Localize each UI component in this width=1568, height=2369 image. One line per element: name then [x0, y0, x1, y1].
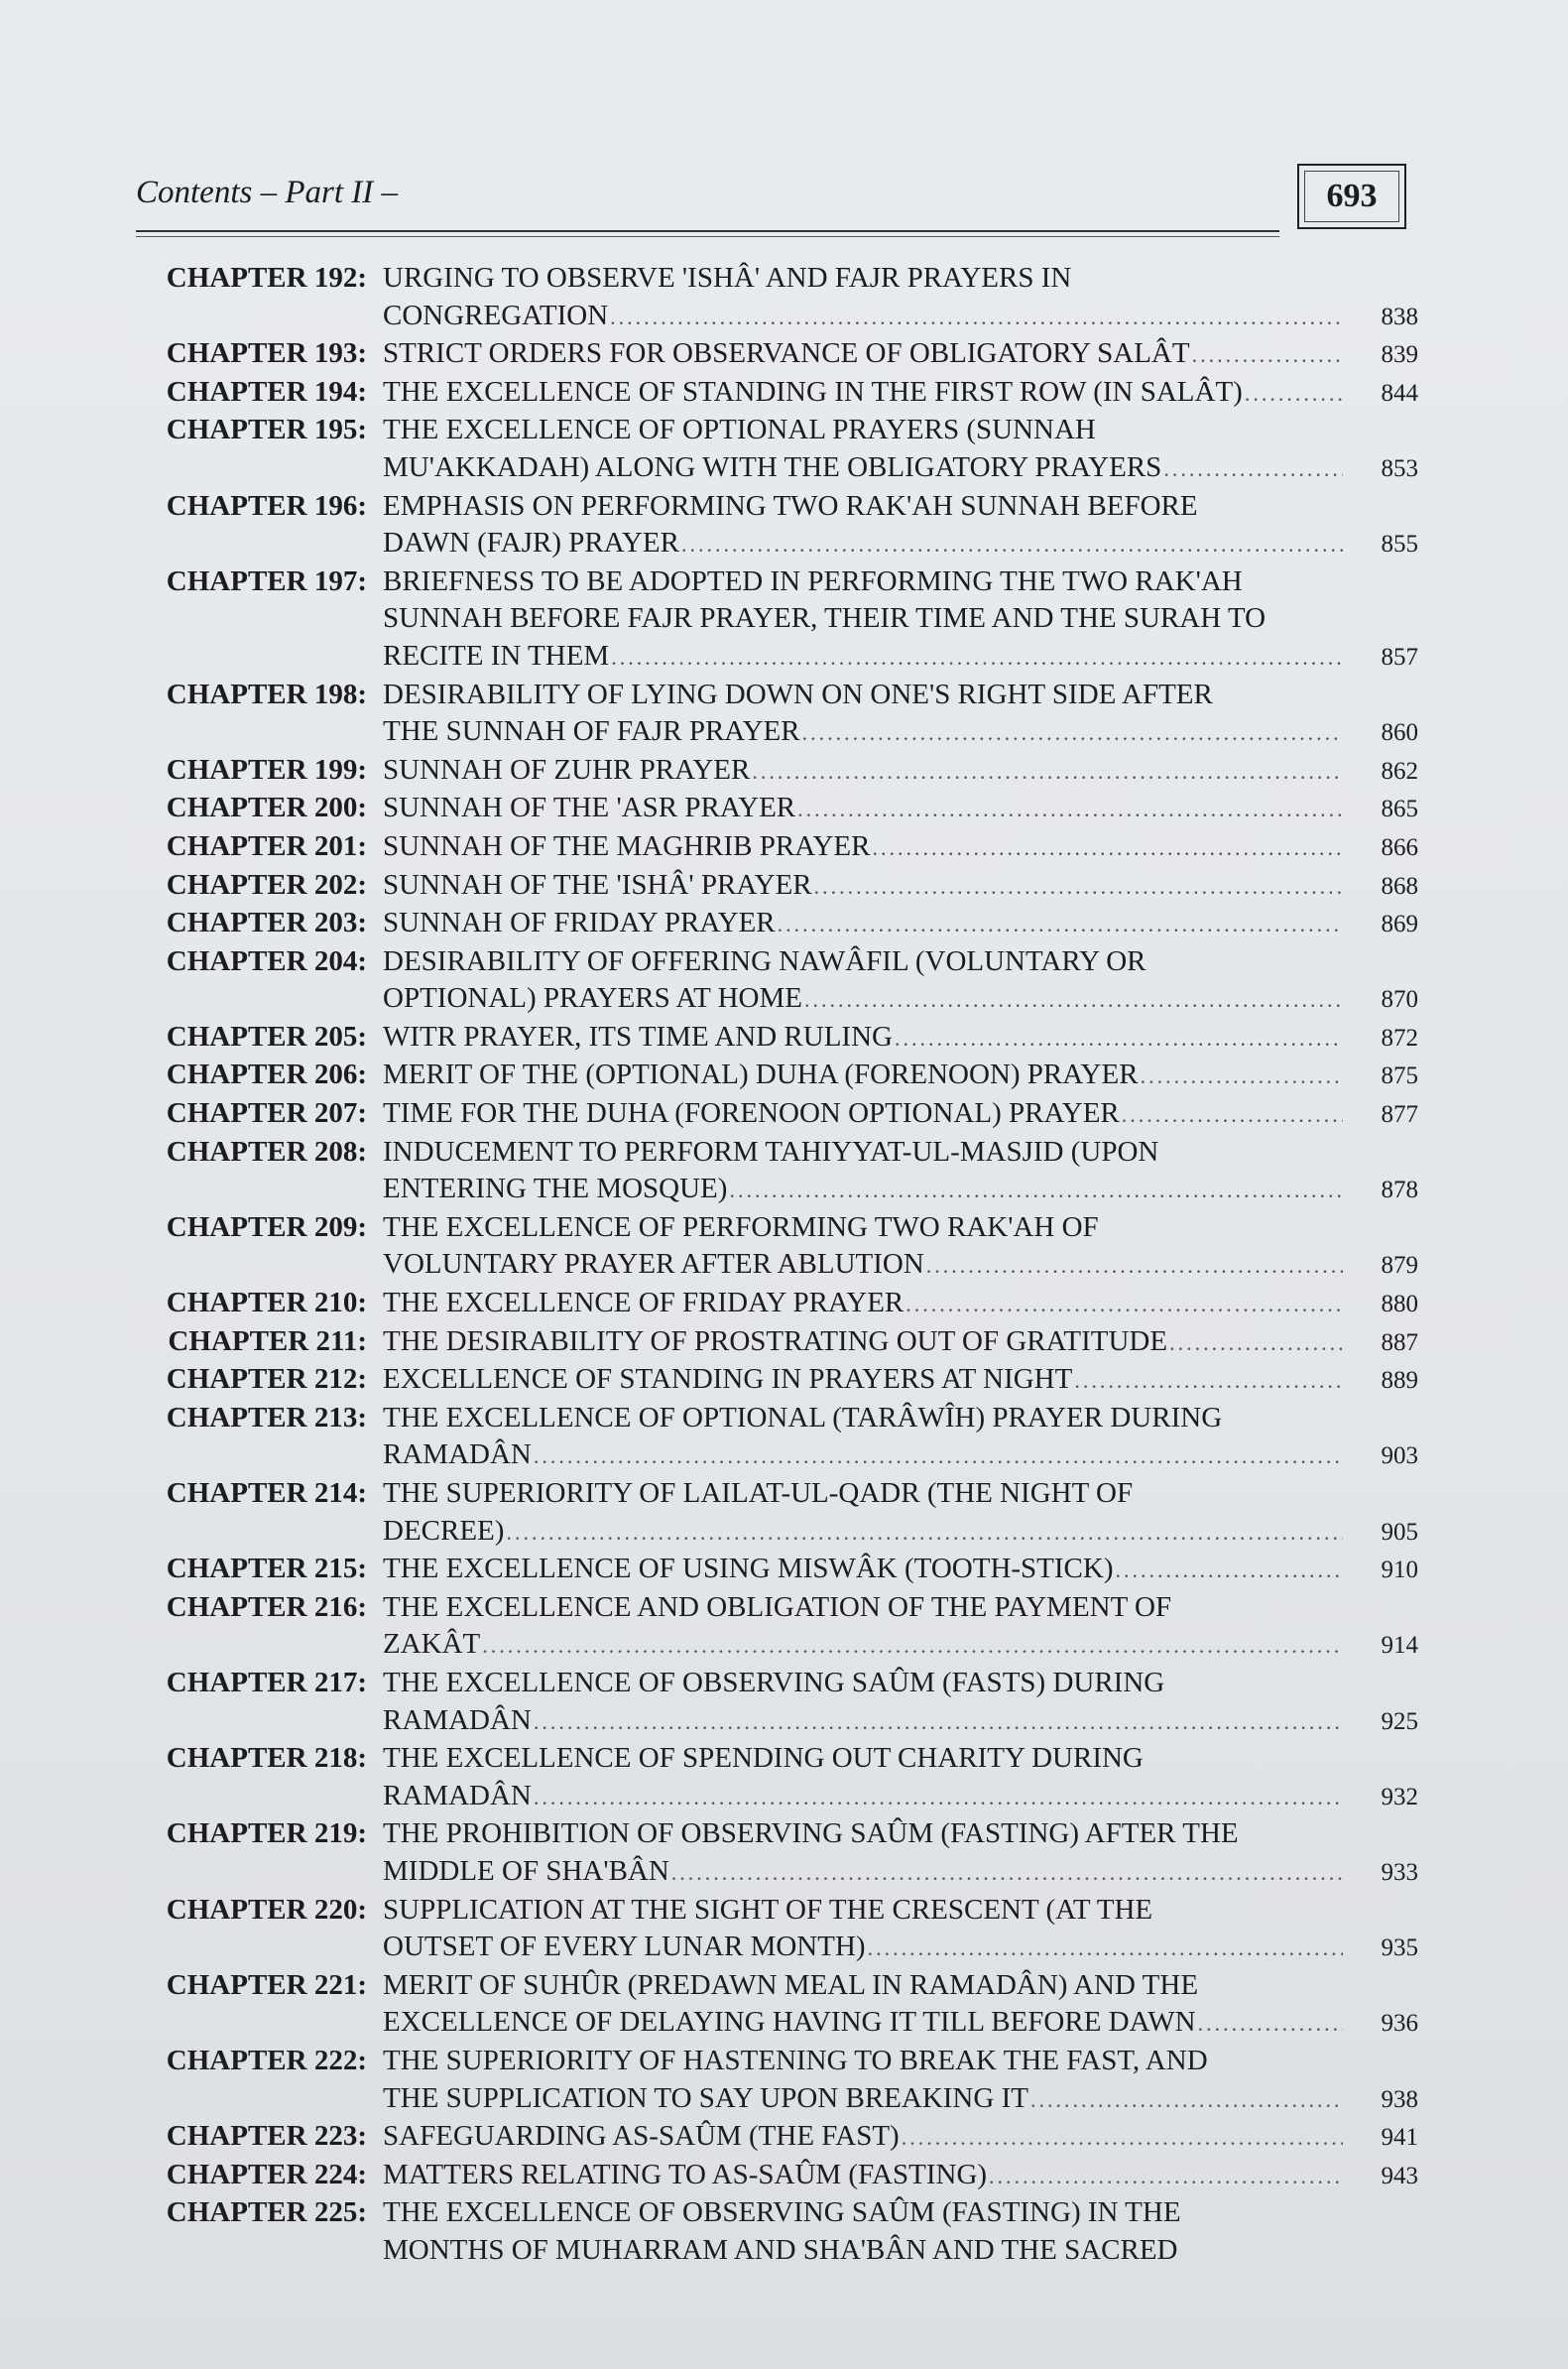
- title-line: SUNNAH OF ZUHR PRAYER: [383, 753, 751, 786]
- chapter-number: CHAPTER 196:: [166, 489, 367, 522]
- title-line: THE SUPERIORITY OF LAILAT-UL-QADR (THE NIGHT OF: [383, 1477, 1134, 1509]
- chapter-number: CHAPTER 194:: [166, 375, 367, 408]
- title-line: THE EXCELLENCE OF STANDING IN THE FIRST ROW (IN SALÂT): [383, 375, 1243, 408]
- page-reference: 866: [1381, 833, 1418, 861]
- page-reference: 877: [1381, 1101, 1418, 1129]
- chapter-title: [383, 2118, 1418, 2157]
- title-last-line: [383, 298, 1418, 336]
- dot-leader: [506, 1514, 1343, 1552]
- toc-entry: [109, 1400, 1418, 1475]
- page-reference: 865: [1381, 796, 1418, 823]
- page-reference: 935: [1381, 1934, 1418, 1962]
- toc-entry: [109, 1361, 1418, 1400]
- dot-leader: [1074, 1362, 1343, 1400]
- page-reference: 869: [1381, 911, 1418, 938]
- chapter-number: CHAPTER 204:: [166, 944, 367, 977]
- title-last-line: [383, 1513, 1418, 1552]
- title-line: SUNNAH BEFORE FAJR PRAYER, THEIR TIME AND THE SURAH TO: [383, 602, 1266, 635]
- title-line: RAMADÂN: [383, 1779, 532, 1811]
- chapter-number: CHAPTER 192:: [166, 262, 367, 294]
- dot-leader: [804, 981, 1343, 1019]
- dot-leader: [1169, 1324, 1343, 1362]
- toc-entry: [109, 943, 1418, 1019]
- dot-leader: [482, 1627, 1343, 1665]
- title-line: INDUCEMENT TO PERFORM TAHIYYAT-UL-MASJID (UPON: [383, 1135, 1159, 1168]
- title-line: THE PROHIBITION OF OBSERVING SAÛM (FASTING) AFTER THE: [383, 1817, 1239, 1850]
- page-reference: 855: [1381, 531, 1418, 559]
- page-number: 693: [1326, 178, 1378, 214]
- dot-leader: [902, 2119, 1343, 2157]
- title-line: SUNNAH OF FRIDAY PRAYER: [383, 907, 776, 939]
- page-reference: 887: [1381, 1328, 1418, 1356]
- title-last-line: [383, 1702, 1418, 1741]
- toc-entry: [109, 1892, 1418, 1967]
- toc-entry: [109, 2157, 1418, 2195]
- title-line: THE SUNNAH OF FAJR PRAYER: [383, 715, 800, 748]
- chapter-number: CHAPTER 220:: [166, 1893, 367, 1926]
- toc-entry: [109, 1815, 1418, 1891]
- title-line: WITR PRAYER, ITS TIME AND RULING: [383, 1020, 893, 1053]
- title-line: THE EXCELLENCE OF OBSERVING SAÛM (FASTING) IN THE: [383, 2196, 1181, 2229]
- chapter-number: CHAPTER 206:: [166, 1059, 367, 1091]
- toc-entry: [109, 790, 1418, 828]
- dot-leader: [778, 906, 1343, 943]
- title-line: DESIRABILITY OF LYING DOWN ON ONE'S RIGHT SIDE AFTER: [383, 678, 1213, 710]
- toc-entry: [109, 1095, 1418, 1134]
- title-line: URGING TO OBSERVE 'ISHÂ' AND FAJR PRAYERS IN: [383, 262, 1072, 294]
- toc-entry: [109, 1019, 1418, 1058]
- page-reference: 862: [1381, 757, 1418, 785]
- chapter-title: [383, 752, 1418, 791]
- dot-leader: [534, 1779, 1343, 1816]
- toc-entry: [109, 1665, 1418, 1740]
- chapter-number: CHAPTER 225:: [166, 2196, 367, 2229]
- chapter-title: [383, 1892, 1418, 1967]
- title-last-line: [383, 335, 1418, 374]
- dot-leader: [905, 1286, 1343, 1323]
- chapter-title: [383, 1019, 1418, 1058]
- title-line: ENTERING THE MOSQUE): [383, 1173, 728, 1205]
- title-last-line: [383, 1323, 1418, 1362]
- title-line: THE SUPPLICATION TO SAY UPON BREAKING IT: [383, 2081, 1028, 2114]
- chapter-title: [383, 905, 1418, 943]
- dot-leader: [1122, 1096, 1343, 1134]
- title-last-line: [383, 1019, 1418, 1058]
- title-line: THE EXCELLENCE OF OPTIONAL (TARÂWÎH) PRAYER DURING: [383, 1401, 1223, 1434]
- chapter-title: [383, 1815, 1418, 1891]
- page-reference: 875: [1381, 1062, 1418, 1090]
- title-line: SUPPLICATION AT THE SIGHT OF THE CRESCENT (AT THE: [383, 1893, 1153, 1926]
- title-line: TIME FOR THE DUHA (FORENOON OPTIONAL) PRAYER: [383, 1097, 1120, 1130]
- title-last-line: [383, 1626, 1418, 1665]
- toc-entry: [109, 677, 1418, 752]
- chapter-title: [383, 828, 1418, 867]
- title-line: STRICT ORDERS FOR OBSERVANCE OF OBLIGATORY SALÂT: [383, 337, 1190, 370]
- dot-leader: [534, 1437, 1343, 1475]
- title-last-line: [383, 449, 1418, 488]
- toc-entry: [109, 1209, 1418, 1285]
- title-line: EXCELLENCE OF DELAYING HAVING IT TILL BEFORE DAWN: [383, 2006, 1196, 2039]
- running-head: Contents – Part II –: [136, 175, 398, 210]
- toc-entry: [109, 2043, 1418, 2118]
- chapter-title: [383, 374, 1418, 413]
- page-reference: 870: [1381, 986, 1418, 1014]
- title-line: OPTIONAL) PRAYERS AT HOME: [383, 982, 802, 1015]
- toc-entry: [109, 752, 1418, 791]
- chapter-number: CHAPTER 223:: [166, 2120, 367, 2153]
- title-line: THE SUPERIORITY OF HASTENING TO BREAK THE FAST, AND: [383, 2044, 1208, 2076]
- dot-leader: [814, 868, 1343, 906]
- chapter-title: [383, 1665, 1418, 1740]
- page-reference: 925: [1381, 1707, 1418, 1735]
- chapter-number: CHAPTER 203:: [166, 907, 367, 939]
- chapter-title: [383, 412, 1418, 487]
- toc-entry: [109, 1740, 1418, 1815]
- page-reference: 880: [1381, 1291, 1418, 1318]
- title-last-line: [383, 638, 1418, 677]
- chapter-number: CHAPTER 215:: [166, 1553, 367, 1585]
- toc-entry: [109, 1475, 1418, 1551]
- dot-leader: [681, 526, 1343, 563]
- chapter-title: [383, 1967, 1418, 2043]
- title-line: THE EXCELLENCE OF FRIDAY PRAYER: [383, 1287, 905, 1319]
- chapter-title: [383, 790, 1418, 828]
- chapter-number: CHAPTER 221:: [166, 1968, 367, 2001]
- title-last-line: [383, 980, 1418, 1019]
- toc-entry: [109, 563, 1418, 677]
- dot-leader: [868, 1930, 1343, 1967]
- title-last-line: [383, 1551, 1418, 1589]
- title-last-line: [383, 2118, 1418, 2157]
- dot-leader: [729, 1172, 1343, 1209]
- page-reference: 879: [1381, 1252, 1418, 1280]
- dot-leader: [752, 753, 1343, 791]
- dot-leader: [610, 299, 1343, 336]
- title-line: MERIT OF THE (OPTIONAL) DUHA (FORENOON) PRAYER: [383, 1059, 1139, 1091]
- title-line: SUNNAH OF THE MAGHRIB PRAYER: [383, 829, 871, 862]
- title-last-line: [383, 1361, 1418, 1400]
- chapter-title: [383, 1589, 1418, 1665]
- title-last-line: [383, 790, 1418, 828]
- page-reference: 844: [1381, 379, 1418, 407]
- toc-entry: [109, 2194, 1418, 2269]
- title-last-line: [383, 1285, 1418, 1323]
- page-reference: 878: [1381, 1177, 1418, 1204]
- dot-leader: [1192, 336, 1343, 374]
- toc-entry: [109, 828, 1418, 867]
- chapter-title: [383, 563, 1418, 677]
- toc-entry: [109, 1589, 1418, 1665]
- page-reference: 889: [1381, 1367, 1418, 1395]
- chapter-title: [383, 260, 1418, 335]
- title-line: THE EXCELLENCE OF SPENDING OUT CHARITY DURING: [383, 1742, 1144, 1775]
- title-last-line: [383, 867, 1418, 906]
- page-reference: 857: [1381, 643, 1418, 671]
- title-last-line: [383, 1246, 1418, 1285]
- page-reference: 839: [1381, 341, 1418, 369]
- toc-entry: [109, 488, 1418, 563]
- toc-entry: [109, 1057, 1418, 1095]
- title-line: RAMADÂN: [383, 1438, 532, 1471]
- chapter-number: CHAPTER 197:: [166, 564, 367, 597]
- title-last-line: [383, 2080, 1418, 2119]
- chapter-number: CHAPTER 207:: [166, 1097, 367, 1130]
- title-line: THE EXCELLENCE OF OBSERVING SAÛM (FASTS) DURING: [383, 1666, 1165, 1698]
- title-line: THE EXCELLENCE OF PERFORMING TWO RAK'AH OF: [383, 1210, 1099, 1243]
- contents-list: [109, 260, 1418, 2269]
- chapter-title: [383, 2043, 1418, 2118]
- title-last-line: [383, 1853, 1418, 1892]
- chapter-title: [383, 1740, 1418, 1815]
- dot-leader: [1163, 450, 1343, 488]
- chapter-title: [383, 1209, 1418, 1285]
- title-line: MERIT OF SUHÛR (PREDAWN MEAL IN RAMADÂN) AND THE: [383, 1968, 1199, 2001]
- toc-entry: [109, 905, 1418, 943]
- page-reference: 838: [1381, 303, 1418, 330]
- chapter-number: CHAPTER 222:: [166, 2044, 367, 2076]
- title-line: VOLUNTARY PRAYER AFTER ABLUTION: [383, 1248, 924, 1281]
- title-last-line: [383, 905, 1418, 943]
- chapter-number: CHAPTER 195:: [166, 414, 367, 446]
- chapter-number: CHAPTER 224:: [166, 2158, 367, 2190]
- chapter-number: CHAPTER 202:: [166, 868, 367, 901]
- dot-leader: [1141, 1058, 1343, 1095]
- title-last-line: [383, 1171, 1418, 1209]
- page-reference: 933: [1381, 1858, 1418, 1886]
- chapter-number: CHAPTER 211:: [168, 1324, 367, 1357]
- chapter-number: CHAPTER 199:: [166, 753, 367, 786]
- title-last-line: [383, 525, 1418, 563]
- title-last-line: [383, 1929, 1418, 1967]
- title-line: DECREE): [383, 1514, 505, 1547]
- title-line: THE EXCELLENCE OF OPTIONAL PRAYERS (SUNNAH: [383, 414, 1096, 446]
- chapter-title: [383, 1134, 1418, 1209]
- title-line: EXCELLENCE OF STANDING IN PRAYERS AT NIGHT: [383, 1363, 1073, 1396]
- page-reference: 914: [1381, 1632, 1418, 1660]
- toc-entry: [109, 335, 1418, 374]
- page-reference: 860: [1381, 719, 1418, 747]
- toc-entry: [109, 2118, 1418, 2157]
- toc-entry: [109, 374, 1418, 413]
- toc-entry: [109, 412, 1418, 487]
- title-line: RECITE IN THEM: [383, 639, 610, 672]
- chapter-title: [383, 2194, 1418, 2269]
- title-line: DAWN (FAJR) PRAYER: [383, 527, 679, 560]
- title-line: EMPHASIS ON PERFORMING TWO RAK'AH SUNNAH BEFORE: [383, 489, 1198, 522]
- title-line: BRIEFNESS TO BE ADOPTED IN PERFORMING THE TWO RAK'AH: [383, 564, 1243, 597]
- page-reference: 853: [1381, 454, 1418, 482]
- dot-leader: [1198, 2005, 1343, 2043]
- toc-entry: [109, 1285, 1418, 1323]
- dot-leader: [989, 2158, 1343, 2195]
- title-last-line: [383, 1778, 1418, 1816]
- dot-leader: [534, 1703, 1343, 1741]
- title-line: CONGREGATION: [383, 299, 609, 331]
- chapter-number: CHAPTER 214:: [166, 1477, 367, 1509]
- page-reference: 936: [1381, 2010, 1418, 2038]
- header-rule: [136, 230, 1279, 232]
- chapter-number: CHAPTER 198:: [166, 678, 367, 710]
- title-last-line: [383, 1436, 1418, 1475]
- chapter-number: CHAPTER 193:: [166, 337, 367, 370]
- dot-leader: [926, 1247, 1343, 1285]
- title-line: OUTSET OF EVERY LUNAR MONTH): [383, 1931, 866, 1963]
- title-last-line: [383, 828, 1418, 867]
- title-last-line: [383, 374, 1418, 413]
- title-last-line: [383, 2004, 1418, 2043]
- title-last-line: [383, 713, 1418, 752]
- page-reference: 943: [1381, 2162, 1418, 2189]
- chapter-number: CHAPTER 210:: [166, 1287, 367, 1319]
- page-reference: 868: [1381, 872, 1418, 900]
- chapter-number: CHAPTER 200:: [166, 792, 367, 824]
- title-line: SUNNAH OF THE 'ASR PRAYER: [383, 792, 796, 824]
- chapter-number: CHAPTER 218:: [166, 1742, 367, 1775]
- chapter-title: [383, 335, 1418, 374]
- chapter-title: [383, 1551, 1418, 1589]
- title-last-line: [383, 752, 1418, 791]
- title-line: THE DESIRABILITY OF PROSTRATING OUT OF GRATITUDE: [383, 1324, 1168, 1357]
- title-last-line: [383, 1057, 1418, 1095]
- page-number-box: [1297, 164, 1406, 229]
- title-last-line: [383, 1095, 1418, 1134]
- chapter-title: [383, 1400, 1418, 1475]
- chapter-number: CHAPTER 213:: [166, 1401, 367, 1434]
- page-reference: 932: [1381, 1783, 1418, 1810]
- chapter-number: CHAPTER 216:: [166, 1590, 367, 1623]
- title-line: MONTHS OF MUHARRAM AND SHA'BÂN AND THE SACRED: [383, 2233, 1178, 2266]
- title-line: MU'AKKADAH) ALONG WITH THE OBLIGATORY PRAYERS: [383, 450, 1162, 483]
- header-rule-thin: [136, 236, 1279, 237]
- chapter-title: [383, 488, 1418, 563]
- title-line: MIDDLE OF SHA'BÂN: [383, 1854, 669, 1887]
- chapter-title: [383, 1285, 1418, 1323]
- dot-leader: [895, 1020, 1343, 1058]
- chapter-title: [383, 1361, 1418, 1400]
- title-line: SAFEGUARDING AS-SAÛM (THE FAST): [383, 2120, 900, 2153]
- dot-leader: [872, 829, 1343, 867]
- dot-leader: [797, 791, 1343, 828]
- page-reference: 941: [1381, 2124, 1418, 2152]
- chapter-number: CHAPTER 201:: [166, 829, 367, 862]
- toc-entry: [109, 1551, 1418, 1589]
- chapter-title: [383, 1323, 1418, 1362]
- page-reference: 903: [1381, 1442, 1418, 1470]
- toc-entry: [109, 867, 1418, 906]
- title-line: THE EXCELLENCE OF USING MISWÂK (TOOTH-STICK): [383, 1553, 1114, 1585]
- chapter-number: CHAPTER 205:: [166, 1020, 367, 1053]
- dot-leader: [671, 1854, 1343, 1892]
- page-reference: 872: [1381, 1024, 1418, 1052]
- title-line: MATTERS RELATING TO AS-SAÛM (FASTING): [383, 2158, 988, 2190]
- toc-entry: [109, 260, 1418, 335]
- title-line: RAMADÂN: [383, 1703, 532, 1736]
- toc-entry: [109, 1323, 1418, 1362]
- page-reference: 905: [1381, 1518, 1418, 1546]
- chapter-title: [383, 2157, 1418, 2195]
- chapter-number: CHAPTER 212:: [166, 1363, 367, 1396]
- dot-leader: [1030, 2081, 1343, 2119]
- dot-leader: [1245, 375, 1343, 413]
- page-reference: 938: [1381, 2085, 1418, 2113]
- title-line: SUNNAH OF THE 'ISHÂ' PRAYER: [383, 868, 812, 901]
- title-line: ZAKÂT: [383, 1628, 481, 1661]
- dot-leader: [611, 639, 1343, 677]
- chapter-number: CHAPTER 219:: [166, 1817, 367, 1850]
- toc-entry: [109, 1134, 1418, 1209]
- chapter-title: [383, 867, 1418, 906]
- chapter-title: [383, 1095, 1418, 1134]
- title-last-line: [383, 2157, 1418, 2195]
- chapter-number: CHAPTER 217:: [166, 1666, 367, 1698]
- chapter-title: [383, 677, 1418, 752]
- toc-entry: [109, 1967, 1418, 2043]
- chapter-number: CHAPTER 209:: [166, 1210, 367, 1243]
- chapter-title: [383, 1475, 1418, 1551]
- page-reference: 910: [1381, 1557, 1418, 1584]
- dot-leader: [802, 714, 1343, 752]
- chapter-title: [383, 943, 1418, 1019]
- title-line: DESIRABILITY OF OFFERING NAWÂFIL (VOLUNTARY OR: [383, 944, 1146, 977]
- dot-leader: [1115, 1552, 1343, 1589]
- chapter-number: CHAPTER 208:: [166, 1135, 367, 1168]
- title-line: THE EXCELLENCE AND OBLIGATION OF THE PAYMENT OF: [383, 1590, 1172, 1623]
- chapter-title: [383, 1057, 1418, 1095]
